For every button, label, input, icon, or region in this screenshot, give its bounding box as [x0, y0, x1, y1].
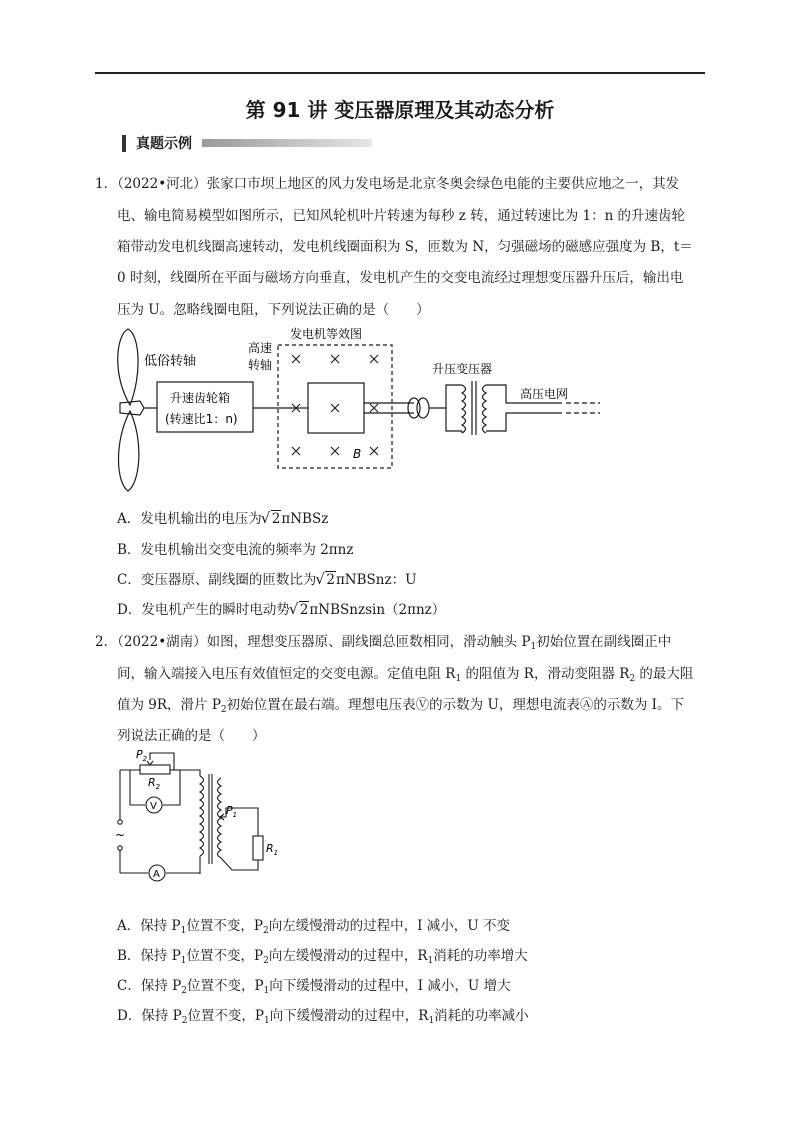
subscript: 2	[262, 926, 269, 936]
transformer-label: 升压变压器	[432, 362, 493, 376]
q2-option-a[interactable]	[117, 914, 510, 936]
q2-option-c[interactable]	[117, 974, 511, 996]
primary-coil	[200, 776, 204, 856]
high-shaft-label-1: 高速	[248, 341, 273, 355]
text: A．保持 P	[117, 918, 181, 934]
q2-figure	[108, 748, 278, 888]
option-text: C．变压器原、副线圈的匝数比为	[117, 572, 317, 588]
high-shaft-label-2: 转轴	[248, 358, 273, 372]
text: 位置不变，P	[187, 1008, 265, 1024]
text: 初始位置在副线圈正中	[536, 634, 672, 650]
text: 向左缓慢滑动的过程中，I 减小，U 不变	[268, 918, 510, 934]
section-label: 真题示例	[136, 136, 192, 152]
gearbox-label-2: (转速比1：n)	[165, 412, 238, 426]
q1-line: 压为 U。忽略线圈电阻，下列说法正确的是（ ）	[117, 302, 430, 318]
text: C．保持 P	[117, 978, 182, 994]
ammeter-label: A	[153, 869, 160, 880]
subscript: 1	[455, 674, 462, 684]
magnetic-field-marks	[292, 355, 378, 455]
text: 初始位置在最右端。理想电压表Ⓥ的示数为 U，理想电流表Ⓐ的示数为 I。下	[226, 697, 684, 713]
option-text: πNBSnz：U	[335, 572, 417, 588]
text: D．保持 P	[117, 1008, 182, 1024]
subscript: 1	[530, 642, 537, 652]
text: 位置不变，P	[186, 978, 264, 994]
sqrt-symbol	[262, 511, 282, 527]
grid-label: 高压电网	[520, 387, 569, 401]
subscript: 1	[180, 956, 187, 966]
text: 间，输入端接入电压有效值恒定的交变电源。定值电阻 R	[117, 666, 456, 682]
text: 值为 9R，滑片 P	[117, 697, 221, 713]
sqrt-symbol	[316, 572, 336, 588]
r1-resistor	[253, 836, 263, 860]
text: 向左缓慢滑动的过程中，R	[268, 948, 428, 964]
text: 位置不变，P	[186, 918, 263, 934]
gearbox-label-1: 升速齿轮箱	[170, 391, 231, 405]
section-fade-bar	[202, 139, 372, 147]
text: 的阻值为 R，滑动变阻器 R	[461, 666, 630, 682]
q2-line	[117, 693, 684, 715]
generator-coil	[308, 383, 364, 433]
p2-label: $P_2$	[136, 748, 148, 763]
text: 2．（2022•湖南）如图，理想变压器原、副线圈总匝数相同，滑动触头 P	[95, 634, 531, 650]
q1-figure	[110, 325, 610, 497]
q1-option-d[interactable]	[117, 598, 445, 618]
turbine-hub	[120, 401, 144, 415]
text: 位置不变，P	[186, 948, 264, 964]
text: 消耗的功率增大	[433, 948, 528, 964]
section-marker	[122, 135, 126, 152]
q1-line: 0 时刻，线圈所在平面与磁场方向垂直，发电机产生的交变电流经过理想变压器升压后，输出电	[117, 270, 684, 286]
text: 向下缓慢滑动的过程中，I 减小，U 增大	[269, 978, 511, 994]
q1-line: 箱带动发电机线圈高速转动，发电机线圈面积为 S，匝数为 N，匀强磁场的磁感应强度为 B，t＝	[117, 239, 693, 255]
text: 消耗的功率减小	[434, 1008, 529, 1024]
transformer-primary	[462, 385, 466, 433]
r1-label: $R_1$	[266, 842, 278, 857]
q1-line: 1．（2022•河北）张家口市坝上地区的风力发电场是北京冬奥会绿色电能的主要供应地之一，其发	[95, 176, 680, 192]
header-rule	[95, 72, 705, 74]
sqrt-symbol	[290, 602, 310, 618]
option-text: A．发电机输出的电压为	[117, 511, 262, 527]
radicand: 2	[299, 602, 309, 618]
q2-line	[117, 662, 693, 684]
field-label: B	[353, 447, 362, 461]
option-text: πNBSnzsin（2πnz）	[309, 602, 446, 618]
option-text: πNBSz	[281, 511, 329, 527]
text: B．保持 P	[117, 948, 181, 964]
subscript: 1	[428, 1016, 435, 1026]
q2-line	[117, 724, 266, 744]
subscript: 1	[264, 1016, 270, 1026]
turbine-blade-bottom	[119, 411, 139, 491]
subscript: 1	[180, 926, 187, 936]
section-header	[122, 133, 372, 153]
q2-line	[95, 630, 671, 652]
q2-option-b[interactable]	[117, 944, 528, 966]
generator-label: 发电机等效图	[290, 327, 363, 341]
p1-label: $P_1$	[226, 804, 238, 819]
text: 向下缓慢滑动的过程中，R	[269, 1008, 429, 1024]
low-shaft-label: 低俗转轴	[144, 354, 197, 369]
subscript: 1	[427, 956, 434, 966]
r2-label: $R_2$	[148, 776, 161, 791]
subscript: 2	[263, 956, 269, 966]
option-text: D．发电机产生的瞬时电动势	[117, 602, 290, 618]
r2-resistor	[140, 765, 170, 774]
transformer-secondary	[483, 385, 487, 433]
subscript: 2	[181, 1016, 188, 1026]
q2-option-d[interactable]	[117, 1004, 529, 1026]
q1-option-a[interactable]	[117, 507, 328, 527]
text: 的最大阻	[635, 666, 694, 682]
subscript: 1	[263, 986, 270, 996]
text: 列说法正确的是（ ）	[117, 728, 266, 744]
page-title: 第 91 讲 变压器原理及其动态分析	[245, 98, 555, 122]
ac-source-symbol: ~	[115, 828, 126, 842]
turbine-blade-top	[118, 329, 138, 405]
radicand: 2	[326, 572, 335, 588]
subscript: 2	[220, 705, 227, 715]
q1-option-b[interactable]: B．发电机输出交变电流的频率为 2πnz	[117, 542, 354, 558]
subscript: 2	[181, 986, 187, 996]
q1-line: 电、输电简易模型如图所示，已知风轮机叶片转速为每秒 z 转，通过转速比为 1：n 的升速齿轮	[117, 208, 686, 224]
radicand: 2	[271, 511, 281, 527]
q1-option-c[interactable]	[117, 568, 416, 588]
subscript: 2	[629, 674, 636, 684]
voltmeter-label: V	[150, 801, 157, 812]
